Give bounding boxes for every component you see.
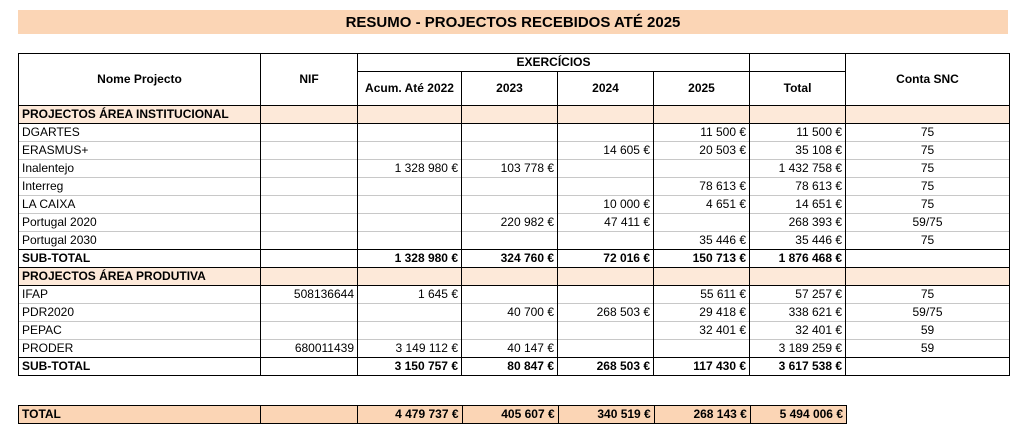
y2024-cell: 268 503 € (558, 304, 654, 322)
subtotal-conta (846, 250, 1010, 268)
section-empty-cell (358, 106, 462, 124)
subtotal-2023: 324 760 € (462, 250, 558, 268)
total-cell: 14 651 € (750, 196, 846, 214)
section-empty-cell (558, 106, 654, 124)
project-name: Interreg (19, 178, 261, 196)
project-name: PEPAC (19, 322, 261, 340)
y2023-cell (462, 286, 558, 304)
total-cell: 32 401 € (750, 322, 846, 340)
header-nome: Nome Projecto (19, 54, 261, 106)
y2025-cell (654, 160, 750, 178)
y2025-cell: 11 500 € (654, 124, 750, 142)
subtotal-acum: 3 150 757 € (358, 358, 462, 376)
nif-cell (261, 214, 358, 232)
y2024-cell (558, 178, 654, 196)
y2023-cell (462, 142, 558, 160)
acum-cell: 1 328 980 € (358, 160, 462, 178)
nif-cell (261, 142, 358, 160)
acum-cell (358, 124, 462, 142)
grand-total-total: 5 494 006 € (750, 406, 846, 424)
y2024-cell (558, 232, 654, 250)
conta-cell: 75 (846, 196, 1010, 214)
section-header-row (19, 106, 1010, 124)
table-row (19, 178, 1010, 196)
subtotal-total: 3 617 538 € (750, 358, 846, 376)
conta-cell: 75 (846, 124, 1010, 142)
conta-cell: 59/75 (846, 214, 1010, 232)
grand-total-2024: 340 519 € (558, 406, 654, 424)
nif-cell: 508136644 (261, 286, 358, 304)
y2023-cell: 220 982 € (462, 214, 558, 232)
conta-cell: 75 (846, 160, 1010, 178)
header-nif: NIF (261, 54, 358, 106)
section-empty-cell (750, 268, 846, 286)
section-label: PROJECTOS ÁREA PRODUTIVA (19, 268, 261, 286)
y2025-cell: 20 503 € (654, 142, 750, 160)
y2025-cell (654, 340, 750, 358)
project-name: DGARTES (19, 124, 261, 142)
conta-cell: 75 (846, 232, 1010, 250)
section-header-row (19, 268, 1010, 286)
acum-cell (358, 196, 462, 214)
y2024-cell: 14 605 € (558, 142, 654, 160)
section-empty-cell (558, 268, 654, 286)
y2025-cell: 29 418 € (654, 304, 750, 322)
total-cell: 268 393 € (750, 214, 846, 232)
y2025-cell: 32 401 € (654, 322, 750, 340)
nif-cell (261, 196, 358, 214)
subtotal-2025: 150 713 € (654, 250, 750, 268)
table-row (19, 214, 1010, 232)
section-empty-cell (261, 106, 358, 124)
section-empty-cell (462, 268, 558, 286)
project-name: Portugal 2020 (19, 214, 261, 232)
page-title: RESUMO - PROJECTOS RECEBIDOS ATÉ 2025 (18, 10, 1008, 34)
subtotal-nif (261, 250, 358, 268)
y2024-cell: 10 000 € (558, 196, 654, 214)
header-2025: 2025 (654, 72, 750, 106)
y2024-cell (558, 160, 654, 178)
subtotal-row (19, 250, 1010, 268)
conta-cell: 75 (846, 178, 1010, 196)
y2024-cell (558, 322, 654, 340)
total-cell: 57 257 € (750, 286, 846, 304)
y2024-cell (558, 286, 654, 304)
grand-total-2025: 268 143 € (654, 406, 750, 424)
total-cell: 1 432 758 € (750, 160, 846, 178)
y2025-cell: 78 613 € (654, 178, 750, 196)
y2023-cell: 103 778 € (462, 160, 558, 178)
subtotal-conta (846, 358, 1010, 376)
total-cell: 35 108 € (750, 142, 846, 160)
table-row (19, 196, 1010, 214)
grand-total-label: TOTAL (19, 406, 261, 424)
project-name: LA CAIXA (19, 196, 261, 214)
subtotal-label: SUB-TOTAL (19, 358, 261, 376)
y2023-cell (462, 124, 558, 142)
acum-cell (358, 178, 462, 196)
section-empty-cell (750, 106, 846, 124)
nif-cell: 680011439 (261, 340, 358, 358)
acum-cell (358, 232, 462, 250)
grand-total-acum: 4 479 737 € (358, 406, 462, 424)
conta-cell: 59 (846, 322, 1010, 340)
acum-cell: 3 149 112 € (358, 340, 462, 358)
project-name: Inalentejo (19, 160, 261, 178)
subtotal-nif (261, 358, 358, 376)
subtotal-2024: 268 503 € (558, 358, 654, 376)
grand-total-row (19, 406, 847, 424)
section-empty-cell (261, 268, 358, 286)
acum-cell (358, 304, 462, 322)
y2025-cell: 35 446 € (654, 232, 750, 250)
subtotal-total: 1 876 468 € (750, 250, 846, 268)
total-cell: 338 621 € (750, 304, 846, 322)
project-name: IFAP (19, 286, 261, 304)
grand-total-2023: 405 607 € (462, 406, 558, 424)
acum-cell: 1 645 € (358, 286, 462, 304)
header-exercicios: EXERCÍCIOS (358, 54, 750, 72)
y2023-cell (462, 232, 558, 250)
section-empty-cell (654, 106, 750, 124)
project-name: ERASMUS+ (19, 142, 261, 160)
y2025-cell: 55 611 € (654, 286, 750, 304)
table-row (19, 322, 1010, 340)
table-row (19, 160, 1010, 178)
conta-cell: 59/75 (846, 304, 1010, 322)
header-2024: 2024 (558, 72, 654, 106)
nif-cell (261, 322, 358, 340)
section-empty-cell (462, 106, 558, 124)
y2023-cell (462, 178, 558, 196)
nif-cell (261, 304, 358, 322)
subtotal-row (19, 358, 1010, 376)
subtotal-acum: 1 328 980 € (358, 250, 462, 268)
section-empty-cell (358, 268, 462, 286)
summary-table (18, 53, 1010, 376)
y2023-cell (462, 322, 558, 340)
y2025-cell (654, 214, 750, 232)
conta-cell: 59 (846, 340, 1010, 358)
nif-cell (261, 124, 358, 142)
y2024-cell (558, 340, 654, 358)
section-empty-cell (846, 268, 1010, 286)
y2024-cell: 47 411 € (558, 214, 654, 232)
table-row (19, 286, 1010, 304)
subtotal-2023: 80 847 € (462, 358, 558, 376)
total-cell: 11 500 € (750, 124, 846, 142)
conta-cell: 75 (846, 142, 1010, 160)
acum-cell (358, 322, 462, 340)
project-name: PDR2020 (19, 304, 261, 322)
table-row (19, 142, 1010, 160)
acum-cell (358, 142, 462, 160)
nif-cell (261, 178, 358, 196)
nif-cell (261, 160, 358, 178)
project-name: Portugal 2030 (19, 232, 261, 250)
header-total-blank (750, 54, 846, 72)
subtotal-2025: 117 430 € (654, 358, 750, 376)
table-row (19, 304, 1010, 322)
header-conta: Conta SNC (846, 54, 1010, 106)
total-cell: 3 189 259 € (750, 340, 846, 358)
grand-total-nif (261, 406, 358, 424)
section-empty-cell (846, 106, 1010, 124)
y2023-cell: 40 700 € (462, 304, 558, 322)
grand-total-table (18, 405, 847, 424)
header-2023: 2023 (462, 72, 558, 106)
section-label: PROJECTOS ÁREA INSTITUCIONAL (19, 106, 261, 124)
project-name: PRODER (19, 340, 261, 358)
total-cell: 78 613 € (750, 178, 846, 196)
total-cell: 35 446 € (750, 232, 846, 250)
header-acum: Acum. Até 2022 (358, 72, 462, 106)
table-row (19, 124, 1010, 142)
y2024-cell (558, 124, 654, 142)
conta-cell: 75 (846, 286, 1010, 304)
section-empty-cell (654, 268, 750, 286)
y2025-cell: 4 651 € (654, 196, 750, 214)
y2023-cell (462, 196, 558, 214)
header-total: Total (750, 72, 846, 106)
y2023-cell: 40 147 € (462, 340, 558, 358)
table-row (19, 232, 1010, 250)
nif-cell (261, 232, 358, 250)
table-row (19, 340, 1010, 358)
subtotal-2024: 72 016 € (558, 250, 654, 268)
acum-cell (358, 214, 462, 232)
subtotal-label: SUB-TOTAL (19, 250, 261, 268)
